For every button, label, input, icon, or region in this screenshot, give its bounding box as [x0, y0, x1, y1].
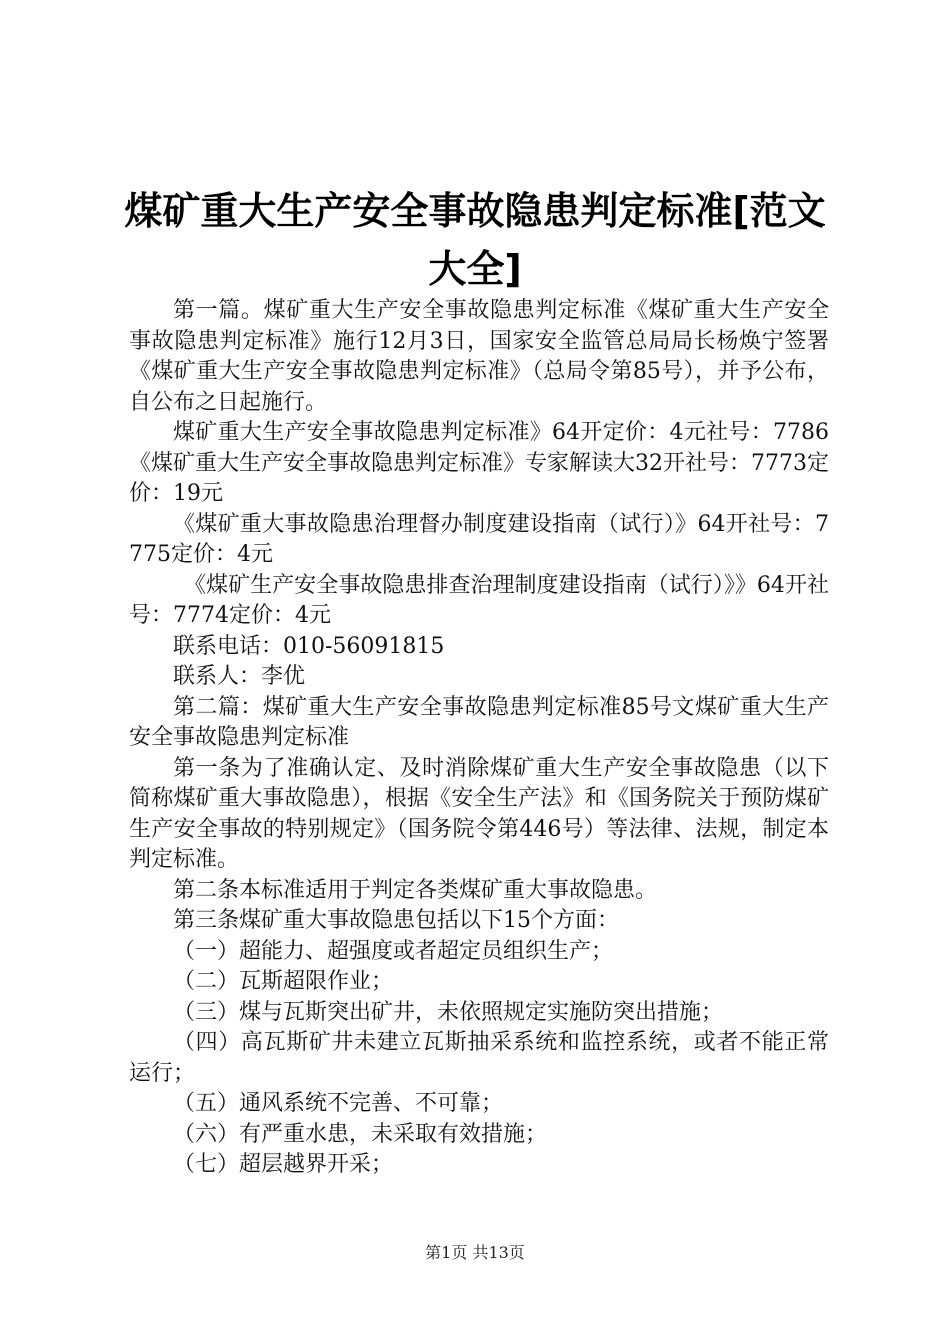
paragraph: 第二篇：煤矿重大生产安全事故隐患判定标准85号文煤矿重大生产安全事故隐患判定标准 — [129, 694, 829, 750]
list-item: （五）通风系统不完善、不可靠； — [173, 1091, 504, 1116]
paragraph: 《煤矿重大事故隐患治理督办制度建设指南（试行）》64开社号：7775定价：4元 — [129, 511, 829, 567]
list-item: （四）高瓦斯矿井未建立瓦斯抽采系统和监控系统，或者不能正常运行； — [129, 1030, 829, 1086]
paragraph: 第一条为了准确认定、及时消除煤矿重大生产安全事故隐患（以下简称煤矿重大事故隐患），根据《安全生产法》和《国务院关于预防煤矿生产安全事故的特别规定》（国务院令第446号）等法律、法规，制定本判定标准。 — [129, 755, 829, 872]
paragraph: 第二条本标准适用于判定各类煤矿重大事故隐患。 — [173, 877, 658, 903]
paragraph: 联系人：李优 — [173, 664, 306, 689]
paragraph: 煤矿重大生产安全事故隐患判定标准》64开定价：4元社号：7786《煤矿重大生产安全事故隐患判定标准》专家解读大32开社号：7773定价：19元 — [129, 420, 829, 506]
list-item: （一）超能力、超强度或者超定员组织生产； — [173, 938, 614, 964]
list-item: （七）超层越界开采； — [173, 1152, 394, 1177]
page-number: 第1页 共13页 — [425, 1243, 525, 1262]
list-item: （二）瓦斯超限作业； — [173, 969, 394, 994]
paragraph: 《煤矿生产安全事故隐患排查治理制度建设指南（试行）》》64开社号：7774定价：4元 — [129, 572, 829, 628]
list-item: （三）煤与瓦斯突出矿井，未依照规定实施防突出措施； — [173, 999, 724, 1025]
document-body — [129, 296, 829, 1181]
paragraph: 第一篇。煤矿重大生产安全事故隐患判定标准《煤矿重大生产安全事故隐患判定标准》施行12月3日，国家安全监管总局局长杨焕宁签署《煤矿重大生产安全事故隐患判定标准》（总局令第85号），并予公布，自公布之日起施行。 — [129, 298, 829, 415]
paragraph: 联系电话：010-56091815 — [173, 633, 445, 659]
document-title: 煤矿重大生产安全事故隐患判定标准[范文大全] — [124, 189, 826, 291]
paragraph: 第三条煤矿重大事故隐患包括以下15个方面： — [173, 908, 619, 933]
list-item: （六）有严重水患，未采取有效措施； — [173, 1121, 548, 1147]
